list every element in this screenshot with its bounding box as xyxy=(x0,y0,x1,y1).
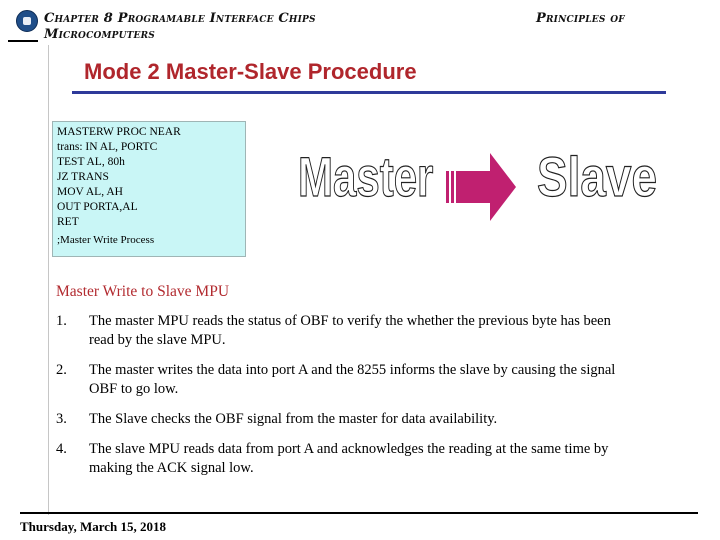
footer-rule xyxy=(20,512,698,514)
list-item xyxy=(56,410,616,429)
header-microcomputers: Microcomputers xyxy=(44,27,156,42)
logo-icon xyxy=(16,10,38,32)
step-text: The master writes the data into port A and the 8255 informs the slave by causing the signal OBF to go low. xyxy=(89,362,616,397)
code-comment: ;Master Write Process xyxy=(57,234,155,246)
list-item xyxy=(56,361,616,399)
step-number: 1. xyxy=(56,313,67,329)
slave-label: Slave xyxy=(537,145,658,208)
step-number: 4. xyxy=(56,441,67,457)
title-underline xyxy=(72,91,666,94)
code-line: MOV AL, AH xyxy=(57,186,123,198)
header-chapter: Chapter 8 Programable Interface Chips xyxy=(44,11,316,26)
list-item xyxy=(56,440,616,478)
left-divider xyxy=(48,45,49,515)
step-text: The master MPU reads the status of OBF to verify the whether the previous byte has been read by the slave MPU. xyxy=(89,313,611,348)
code-line: JZ TRANS xyxy=(57,171,109,183)
footer-date: Thursday, March 15, 2018 xyxy=(20,519,167,534)
code-line: RET xyxy=(57,216,79,228)
code-line: TEST AL, 80h xyxy=(57,156,125,168)
code-line: trans: IN AL, PORTC xyxy=(57,141,158,153)
step-number: 3. xyxy=(56,411,67,427)
section-heading: Master Write to Slave MPU xyxy=(56,283,230,300)
master-label: Master xyxy=(298,145,434,208)
list-item xyxy=(56,312,616,350)
step-text: The slave MPU reads data from port A and acknowledges the reading at the same time by making the ACK signal low. xyxy=(89,441,609,476)
step-number: 2. xyxy=(56,362,67,378)
code-line: MASTERW PROC NEAR xyxy=(57,126,181,138)
slide-title: Mode 2 Master-Slave Procedure xyxy=(84,59,417,84)
code-line: OUT PORTA,AL xyxy=(57,201,138,213)
steps-list xyxy=(56,312,616,489)
right-arrow-icon xyxy=(446,151,518,223)
code-box xyxy=(52,121,246,257)
step-text: The Slave checks the OBF signal from the master for data availability. xyxy=(89,411,498,427)
header-rule xyxy=(8,40,38,42)
header-principles: Principles of xyxy=(536,11,625,26)
